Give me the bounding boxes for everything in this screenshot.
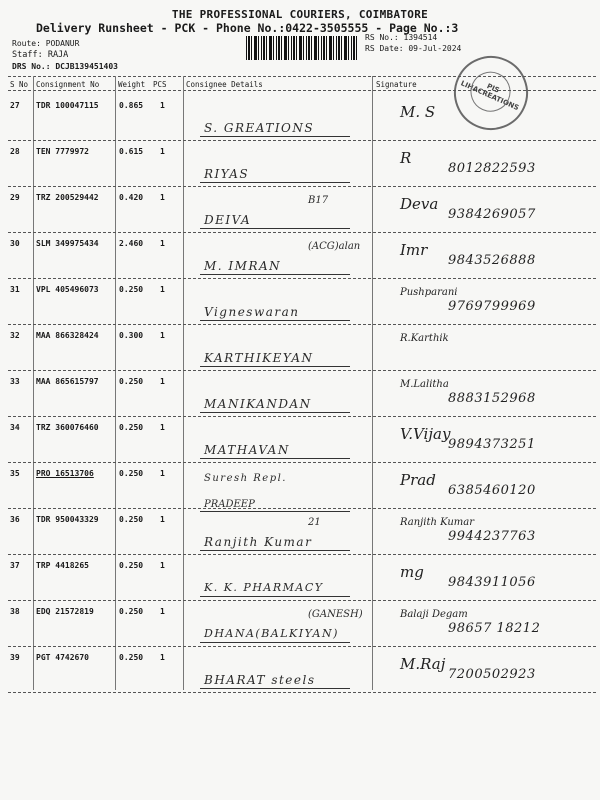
table-row: [8, 325, 596, 371]
handwriting-underline: [200, 458, 350, 459]
pieces-count: 1: [160, 423, 165, 432]
handwriting-underline: [200, 320, 350, 321]
table-row: [8, 187, 596, 233]
recipient-phone: 7200502923: [448, 667, 536, 682]
recipient-phone: 9843911056: [448, 575, 536, 590]
handwriting-underline: [200, 688, 350, 689]
consignee-note: (GANESH): [308, 609, 363, 620]
consignment-number: MAA 866328424: [36, 331, 99, 340]
signature-scrawl: M.Raj: [400, 655, 446, 673]
recipient-phone: 98657 18212: [448, 621, 541, 636]
signature-scrawl: Ranjith Kumar: [400, 517, 475, 528]
consignment-number: TRP 4418265: [36, 561, 89, 570]
header-top-rule: [8, 76, 596, 77]
weight-value: 0.250: [119, 561, 144, 570]
serial-number: 36: [10, 515, 20, 524]
handwriting-underline: [200, 182, 350, 183]
column-header-consignee: Consignee Details: [186, 80, 263, 89]
handwriting-underline: [200, 596, 350, 597]
table-row: [8, 463, 596, 509]
consignment-number: TRZ 200529442: [36, 193, 99, 202]
serial-number: 28: [10, 147, 20, 156]
pieces-count: 1: [160, 147, 165, 156]
consignment-number: TDR 100047115: [36, 101, 99, 110]
consignment-number: EDQ 21572819: [36, 607, 94, 616]
table-row: [8, 417, 596, 463]
serial-number: 35: [10, 469, 20, 478]
consignee-name: RIYAS: [204, 167, 250, 181]
serial-number: 39: [10, 653, 20, 662]
serial-number: 31: [10, 285, 20, 294]
table-row: [8, 601, 596, 647]
column-header-weight: Weight: [118, 80, 146, 89]
serial-number: 38: [10, 607, 20, 616]
header-bottom-rule: [8, 90, 596, 91]
signature-scrawl: Imr: [400, 241, 428, 259]
table-row: [8, 95, 596, 141]
consignee-note: (ACG)alan: [308, 241, 361, 252]
consignee-name: Suresh Repl.: [204, 473, 287, 484]
weight-value: 0.250: [119, 285, 144, 294]
consignment-number: TRZ 360076460: [36, 423, 99, 432]
consignee-name: M. IMRAN: [204, 259, 282, 273]
handwriting-underline: [200, 412, 350, 413]
consignee-name: Ranjith Kumar: [204, 535, 313, 549]
serial-number: 30: [10, 239, 20, 248]
pieces-count: 1: [160, 653, 165, 662]
signature-scrawl: R: [400, 149, 412, 167]
pieces-count: 1: [160, 193, 165, 202]
recipient-phone: 6385460120: [448, 483, 536, 498]
consignment-number: TDR 950043329: [36, 515, 99, 524]
table-row: [8, 279, 596, 325]
recipient-phone: 9944237763: [448, 529, 536, 544]
company-name: THE PROFESSIONAL COURIERS, COIMBATORE: [171, 8, 429, 21]
table-row: [8, 141, 596, 187]
serial-number: 27: [10, 101, 20, 110]
pieces-count: 1: [160, 561, 165, 570]
consignee-name: S. GREATIONS: [204, 121, 315, 135]
consignee-name: MATHAVAN: [204, 443, 290, 457]
consignment-number: SLM 349975434: [36, 239, 99, 248]
signature-scrawl: Deva: [400, 195, 439, 213]
table-row: [8, 371, 596, 417]
serial-number: 32: [10, 331, 20, 340]
pieces-count: 1: [160, 285, 165, 294]
signature-scrawl: R.Karthik: [400, 333, 449, 344]
consignment-number: VPL 405496073: [36, 285, 99, 294]
consignee-name: Vigneswaran: [204, 305, 300, 319]
signature-scrawl: M. S: [400, 103, 436, 121]
signature-scrawl: Prad: [400, 471, 436, 489]
barcode: [246, 36, 358, 60]
rs-number: RS No.: 1394514: [365, 33, 438, 42]
weight-value: 2.460: [119, 239, 144, 248]
column-header-pcs: PCS: [153, 80, 167, 89]
consignee-name: DHANA(BALKIYAN): [204, 627, 339, 640]
pieces-count: 1: [160, 607, 165, 616]
serial-number: 29: [10, 193, 20, 202]
handwriting-underline: [200, 136, 350, 137]
signature-scrawl: Pushparani: [400, 287, 458, 298]
consignment-number: TEN 7779972: [36, 147, 89, 156]
recipient-phone: 9894373251: [448, 437, 536, 452]
weight-value: 0.865: [119, 101, 144, 110]
weight-value: 0.420: [119, 193, 144, 202]
handwriting-underline: [200, 366, 350, 367]
signature-scrawl: M.Lalitha: [400, 379, 449, 390]
handwriting-underline: [200, 228, 350, 229]
consignment-number: PGT 4742670: [36, 653, 89, 662]
pieces-count: 1: [160, 377, 165, 386]
handwriting-underline: [200, 550, 350, 551]
pieces-count: 1: [160, 515, 165, 524]
weight-value: 0.250: [119, 515, 144, 524]
signature-scrawl: mg: [400, 563, 424, 581]
pieces-count: 1: [160, 101, 165, 110]
weight-value: 0.250: [119, 607, 144, 616]
consignment-number: MAA 865615797: [36, 377, 99, 386]
stamp-text: PIS LIHACREATIONS: [459, 79, 521, 113]
table-row: [8, 555, 596, 601]
weight-value: 0.250: [119, 469, 144, 478]
drs-number: DRS No.: DCJB139451403: [12, 62, 118, 71]
route-label: Route: PODANUR: [12, 39, 80, 48]
serial-number: 37: [10, 561, 20, 570]
signature-scrawl: V.Vijay: [400, 425, 451, 443]
consignee-name: K. K. PHARMACY: [204, 581, 324, 594]
staff-label: Staff: RAJA: [12, 50, 69, 60]
pieces-count: 1: [160, 239, 165, 248]
table-row: [8, 509, 596, 555]
serial-number: 34: [10, 423, 20, 432]
table-row: [8, 233, 596, 279]
signature-scrawl: Balaji Degam: [400, 609, 468, 620]
handwriting-underline: [200, 642, 350, 643]
runsheet-title: Delivery Runsheet - PCK - Phone No.:0422-3505555 - Page No.:3: [36, 21, 459, 35]
row-divider: [8, 692, 596, 693]
column-header-signature: Signature: [376, 80, 417, 89]
recipient-phone: 9769799969: [448, 299, 536, 314]
weight-value: 0.615: [119, 147, 144, 156]
recipient-phone: 8012822593: [448, 161, 536, 176]
serial-number: 33: [10, 377, 20, 386]
rs-date: RS Date: 09-Jul-2024: [365, 44, 462, 53]
consignee-note: 21: [308, 517, 321, 528]
handwriting-underline: [200, 274, 350, 275]
column-header-sno: S No: [10, 80, 29, 89]
consignee-name: MANIKANDAN: [204, 397, 312, 411]
consignee-name: KARTHIKEYAN: [204, 351, 314, 365]
pieces-count: 1: [160, 469, 165, 478]
recipient-phone: 8883152968: [448, 391, 536, 406]
consignment-number: PRO 16513706: [36, 469, 94, 478]
recipient-phone: 9384269057: [448, 207, 536, 222]
consignee-note: PRADEEP: [204, 499, 255, 510]
consignee-name: BHARAT steels: [204, 673, 316, 687]
column-header-consignment: Consignment No: [36, 80, 100, 89]
weight-value: 0.300: [119, 331, 144, 340]
consignee-name: DEIVA: [204, 213, 252, 227]
weight-value: 0.250: [119, 423, 144, 432]
consignee-note: B17: [308, 195, 329, 206]
recipient-phone: 9843526888: [448, 253, 536, 268]
weight-value: 0.250: [119, 653, 144, 662]
table-row: [8, 647, 596, 693]
weight-value: 0.250: [119, 377, 144, 386]
pieces-count: 1: [160, 331, 165, 340]
